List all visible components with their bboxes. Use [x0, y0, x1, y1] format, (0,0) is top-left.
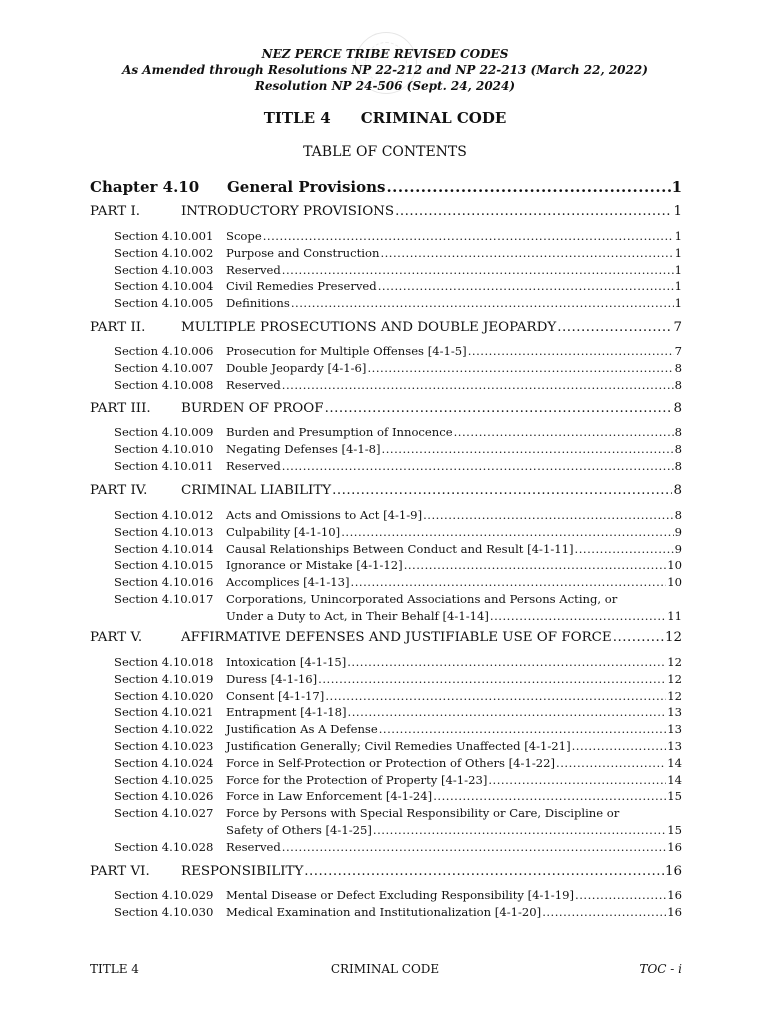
toc-part-entry[interactable] — [90, 630, 682, 645]
toc-section-entry[interactable] — [114, 558, 682, 572]
header-line-3: Resolution NP 24-506 (Sept. 24, 2024) — [254, 79, 516, 93]
footer-center: CRIMINAL CODE — [330, 962, 440, 976]
section-number: Section 4.10.017 — [114, 592, 214, 606]
section-number: Section 4.10.024 — [114, 755, 214, 770]
section-number: Section 4.10.004 — [114, 279, 214, 294]
section-title: Reserved — [226, 262, 281, 277]
dot-leader — [304, 864, 664, 879]
section-title: Civil Remedies Preserved — [226, 279, 377, 294]
section-page: 14 — [667, 772, 682, 787]
dot-leader — [378, 279, 674, 293]
part-page: 16 — [664, 864, 682, 879]
dot-leader — [490, 609, 666, 623]
dot-leader — [325, 401, 673, 416]
section-number: Section 4.10.022 — [114, 722, 214, 737]
section-page: 12 — [667, 655, 682, 669]
section-title: Double Jeopardy [4-1-6] — [226, 360, 367, 375]
section-number: Section 4.10.007 — [114, 360, 214, 375]
section-number: Section 4.10.002 — [114, 245, 214, 260]
toc-part-entry[interactable] — [90, 401, 682, 416]
section-title: Prosecution for Multiple Offenses [4-1-5] — [226, 344, 467, 358]
section-page: 11 — [667, 608, 682, 623]
section-title: Negating Defenses [4-1-8] — [226, 441, 381, 456]
dot-leader — [382, 442, 674, 456]
toc-section-entry[interactable] — [114, 592, 682, 606]
dot-leader — [348, 705, 667, 719]
dot-leader — [282, 263, 674, 277]
section-page: 16 — [667, 888, 682, 902]
toc-section-entry[interactable] — [114, 425, 682, 439]
section-page: 16 — [667, 904, 682, 919]
section-title: Reserved — [226, 839, 281, 854]
chapter-title: General Provisions — [227, 178, 386, 196]
dot-leader — [282, 840, 666, 854]
dot-leader — [488, 773, 666, 787]
section-title: Entrapment [4-1-18] — [226, 705, 347, 720]
section-title: Force in Self-Protection or Protection of Others [4-1-22] — [226, 755, 556, 770]
section-title: Duress [4-1-16] — [226, 671, 318, 686]
section-page: 1 — [674, 279, 682, 294]
section-page: 8 — [674, 508, 682, 522]
section-number: Section 4.10.009 — [114, 425, 214, 439]
toc-section-entry[interactable] — [114, 296, 682, 310]
part-title: AFFIRMATIVE DEFENSES AND JUSTIFIABLE USE OF FORCE — [181, 630, 612, 645]
part-number: PART I. — [90, 204, 141, 219]
dot-leader — [282, 459, 674, 473]
section-number: Section 4.10.003 — [114, 262, 214, 277]
section-number: Section 4.10.012 — [114, 508, 214, 522]
section-page: 13 — [667, 722, 682, 737]
part-page: 12 — [664, 630, 682, 645]
section-title: Accomplices [4-1-13] — [226, 575, 350, 590]
toc-section-entry[interactable] — [114, 739, 682, 753]
toc-part-entry[interactable] — [90, 320, 682, 335]
section-title: Reserved — [226, 377, 281, 392]
section-title: Medical Examination and Institutionalization [4-1-20] — [226, 904, 542, 919]
section-page: 16 — [667, 839, 682, 854]
section-number: Section 4.10.016 — [114, 575, 214, 590]
section-title-continued: Safety of Others [4-1-25] — [226, 823, 372, 837]
section-number: Section 4.10.019 — [114, 671, 214, 686]
section-title: Mental Disease or Defect Excluding Responsibility [4-1-19] — [226, 888, 575, 902]
section-title: Scope — [226, 229, 262, 243]
toc-section-entry[interactable] — [114, 344, 682, 358]
dot-leader — [379, 722, 667, 736]
section-page: 1 — [674, 262, 682, 277]
toc-section-entry[interactable] — [114, 672, 682, 686]
section-page: 8 — [674, 458, 682, 473]
section-title: Consent [4-1-17] — [226, 688, 325, 703]
section-page: 15 — [667, 823, 682, 837]
section-number: Section 4.10.018 — [114, 655, 214, 669]
dot-leader — [351, 575, 667, 589]
toc-chapter-entry[interactable] — [90, 178, 682, 196]
part-title: RESPONSIBILITY — [181, 864, 304, 879]
section-title: Ignorance or Mistake [4-1-12] — [226, 558, 403, 573]
title-label: TITLE 4 — [263, 109, 331, 127]
part-title: CRIMINAL LIABILITY — [181, 483, 332, 498]
dot-leader — [332, 483, 672, 498]
section-number: Section 4.10.013 — [114, 524, 214, 539]
section-number: Section 4.10.010 — [114, 441, 214, 456]
toc-section-entry[interactable] — [114, 263, 682, 277]
section-number: Section 4.10.027 — [114, 806, 214, 821]
dot-leader — [395, 204, 672, 219]
header-line-2: As Amended through Resolutions NP 22-212 and NP 22-213 (March 22, 2022) — [122, 63, 648, 77]
toc-section-entry[interactable] — [114, 789, 682, 803]
section-number: Section 4.10.020 — [114, 688, 214, 703]
section-page: 13 — [667, 739, 682, 753]
section-page: 12 — [667, 688, 682, 703]
toc-section-entry[interactable] — [114, 361, 682, 375]
section-title: Force in Law Enforcement [4-1-24] — [226, 789, 433, 804]
toc-section-entry[interactable] — [114, 459, 682, 473]
toc-section-entry[interactable] — [114, 246, 682, 260]
header-line-1: NEZ PERCE TRIBE REVISED CODES — [261, 47, 509, 61]
toc-section-entry[interactable] — [114, 905, 682, 919]
section-page: 1 — [674, 245, 682, 260]
section-number: Section 4.10.025 — [114, 772, 214, 787]
chapter-page: 1 — [671, 178, 682, 196]
toc-part-entry[interactable] — [90, 864, 682, 879]
section-number: Section 4.10.028 — [114, 839, 214, 854]
part-page: 1 — [673, 204, 682, 219]
section-title: Culpability [4-1-10] — [226, 524, 341, 539]
section-title: Force by Persons with Special Responsibility or Care, Discipline or — [226, 806, 620, 821]
toc-section-entry[interactable] — [114, 840, 682, 854]
dot-leader — [423, 508, 674, 522]
section-page: 8 — [674, 425, 682, 439]
dot-leader — [575, 888, 666, 902]
dot-leader — [282, 378, 674, 392]
toc-section-entry[interactable] — [114, 442, 682, 456]
toc-section-entry-continued[interactable] — [114, 609, 682, 623]
section-title: Causal Relationships Between Conduct and Result [4-1-11] — [226, 541, 574, 556]
dot-leader — [613, 630, 664, 645]
dot-leader — [341, 525, 673, 539]
section-number: Section 4.10.029 — [114, 888, 214, 902]
part-number: PART III. — [90, 401, 151, 416]
dot-leader — [291, 296, 674, 310]
toc-section-entry[interactable] — [114, 773, 682, 787]
section-number: Section 4.10.026 — [114, 789, 214, 804]
section-title: Intoxication [4-1-15] — [226, 655, 347, 669]
section-number: Section 4.10.030 — [114, 904, 214, 919]
toc-section-entry-continued[interactable] — [114, 823, 682, 837]
dot-leader — [404, 558, 667, 572]
part-page: 7 — [673, 320, 682, 335]
part-page: 8 — [673, 401, 682, 416]
section-title: Force for the Protection of Property [4-1-23] — [226, 772, 488, 787]
toc-section-entry[interactable] — [114, 655, 682, 669]
toc-part-entry[interactable] — [90, 204, 682, 219]
toc-section-entry[interactable] — [114, 689, 682, 703]
section-title: Reserved — [226, 458, 281, 473]
section-page: 9 — [674, 524, 682, 539]
section-page: 8 — [674, 360, 682, 375]
dot-leader — [386, 178, 670, 196]
dot-leader — [347, 655, 666, 669]
part-number: PART II. — [90, 320, 146, 335]
dot-leader — [318, 672, 666, 686]
section-title-continued: Under a Duty to Act, in Their Behalf [4-1-14] — [226, 608, 489, 623]
part-number: PART VI. — [90, 864, 150, 879]
section-page: 8 — [674, 377, 682, 392]
part-title: INTRODUCTORY PROVISIONS — [181, 204, 395, 219]
toc-section-entry[interactable] — [114, 575, 682, 589]
section-number: Section 4.10.023 — [114, 739, 214, 753]
toc-section-entry[interactable] — [114, 508, 682, 522]
section-page: 12 — [667, 671, 682, 686]
title-name: CRIMINAL CODE — [360, 109, 507, 127]
part-title: MULTIPLE PROSECUTIONS AND DOUBLE JEOPARDY — [181, 320, 557, 335]
section-page: 15 — [667, 789, 682, 804]
section-page: 1 — [674, 229, 682, 243]
footer-page-number: TOC - i — [639, 962, 682, 976]
dot-leader — [433, 789, 666, 803]
part-number: PART V. — [90, 630, 143, 645]
section-number: Section 4.10.001 — [114, 229, 214, 243]
section-title: Burden and Presumption of Innocence — [226, 425, 453, 439]
section-page: 10 — [667, 558, 682, 573]
section-page: 10 — [667, 575, 682, 590]
toc-section-entry[interactable] — [114, 279, 682, 293]
footer-left: TITLE 4 — [90, 962, 139, 976]
dot-leader — [325, 689, 666, 703]
dot-leader — [556, 756, 666, 770]
dot-leader — [263, 229, 674, 243]
section-page: 8 — [674, 441, 682, 456]
section-page: 13 — [667, 705, 682, 720]
section-title: Definitions — [226, 296, 290, 311]
toc-section-entry[interactable] — [114, 525, 682, 539]
toc-section-entry[interactable] — [114, 229, 682, 243]
section-number: Section 4.10.005 — [114, 296, 214, 311]
dot-leader — [454, 425, 674, 439]
section-page: 14 — [667, 755, 682, 770]
section-number: Section 4.10.014 — [114, 541, 214, 556]
section-page: 9 — [674, 541, 682, 556]
toc-section-entry[interactable] — [114, 888, 682, 902]
section-title: Corporations, Unincorporated Associations and Persons Acting, or — [226, 592, 618, 606]
section-number: Section 4.10.011 — [114, 458, 214, 473]
dot-leader — [575, 542, 674, 556]
section-page: 7 — [674, 344, 682, 358]
toc-section-entry[interactable] — [114, 806, 682, 820]
toc-part-entry[interactable] — [90, 483, 682, 498]
chapter-number: Chapter 4.10 — [90, 178, 200, 196]
section-page: 1 — [674, 296, 682, 311]
section-title: Justification Generally; Civil Remedies Unaffected [4-1-21] — [226, 739, 571, 753]
title-heading — [0, 109, 770, 127]
toc-section-entry[interactable] — [114, 722, 682, 736]
dot-leader — [380, 246, 673, 260]
toc-section-entry[interactable] — [114, 756, 682, 770]
dot-leader — [542, 905, 666, 919]
section-number: Section 4.10.008 — [114, 377, 214, 392]
dot-leader — [367, 361, 673, 375]
section-title: Acts and Omissions to Act [4-1-9] — [226, 508, 423, 522]
section-title: Justification As A Defense — [226, 722, 378, 737]
part-title: BURDEN OF PROOF — [181, 401, 324, 416]
toc-section-entry[interactable] — [114, 705, 682, 719]
dot-leader — [468, 344, 674, 358]
section-title: Purpose and Construction — [226, 245, 380, 260]
toc-section-entry[interactable] — [114, 378, 682, 392]
section-number: Section 4.10.015 — [114, 558, 214, 573]
section-number: Section 4.10.006 — [114, 344, 214, 358]
dot-leader — [557, 320, 672, 335]
section-number: Section 4.10.021 — [114, 705, 214, 720]
dot-leader — [373, 823, 666, 837]
dot-leader — [572, 739, 667, 753]
part-page: 8 — [673, 483, 682, 498]
toc-heading: TABLE OF CONTENTS — [303, 144, 467, 160]
part-number: PART IV. — [90, 483, 148, 498]
toc-section-entry[interactable] — [114, 542, 682, 556]
